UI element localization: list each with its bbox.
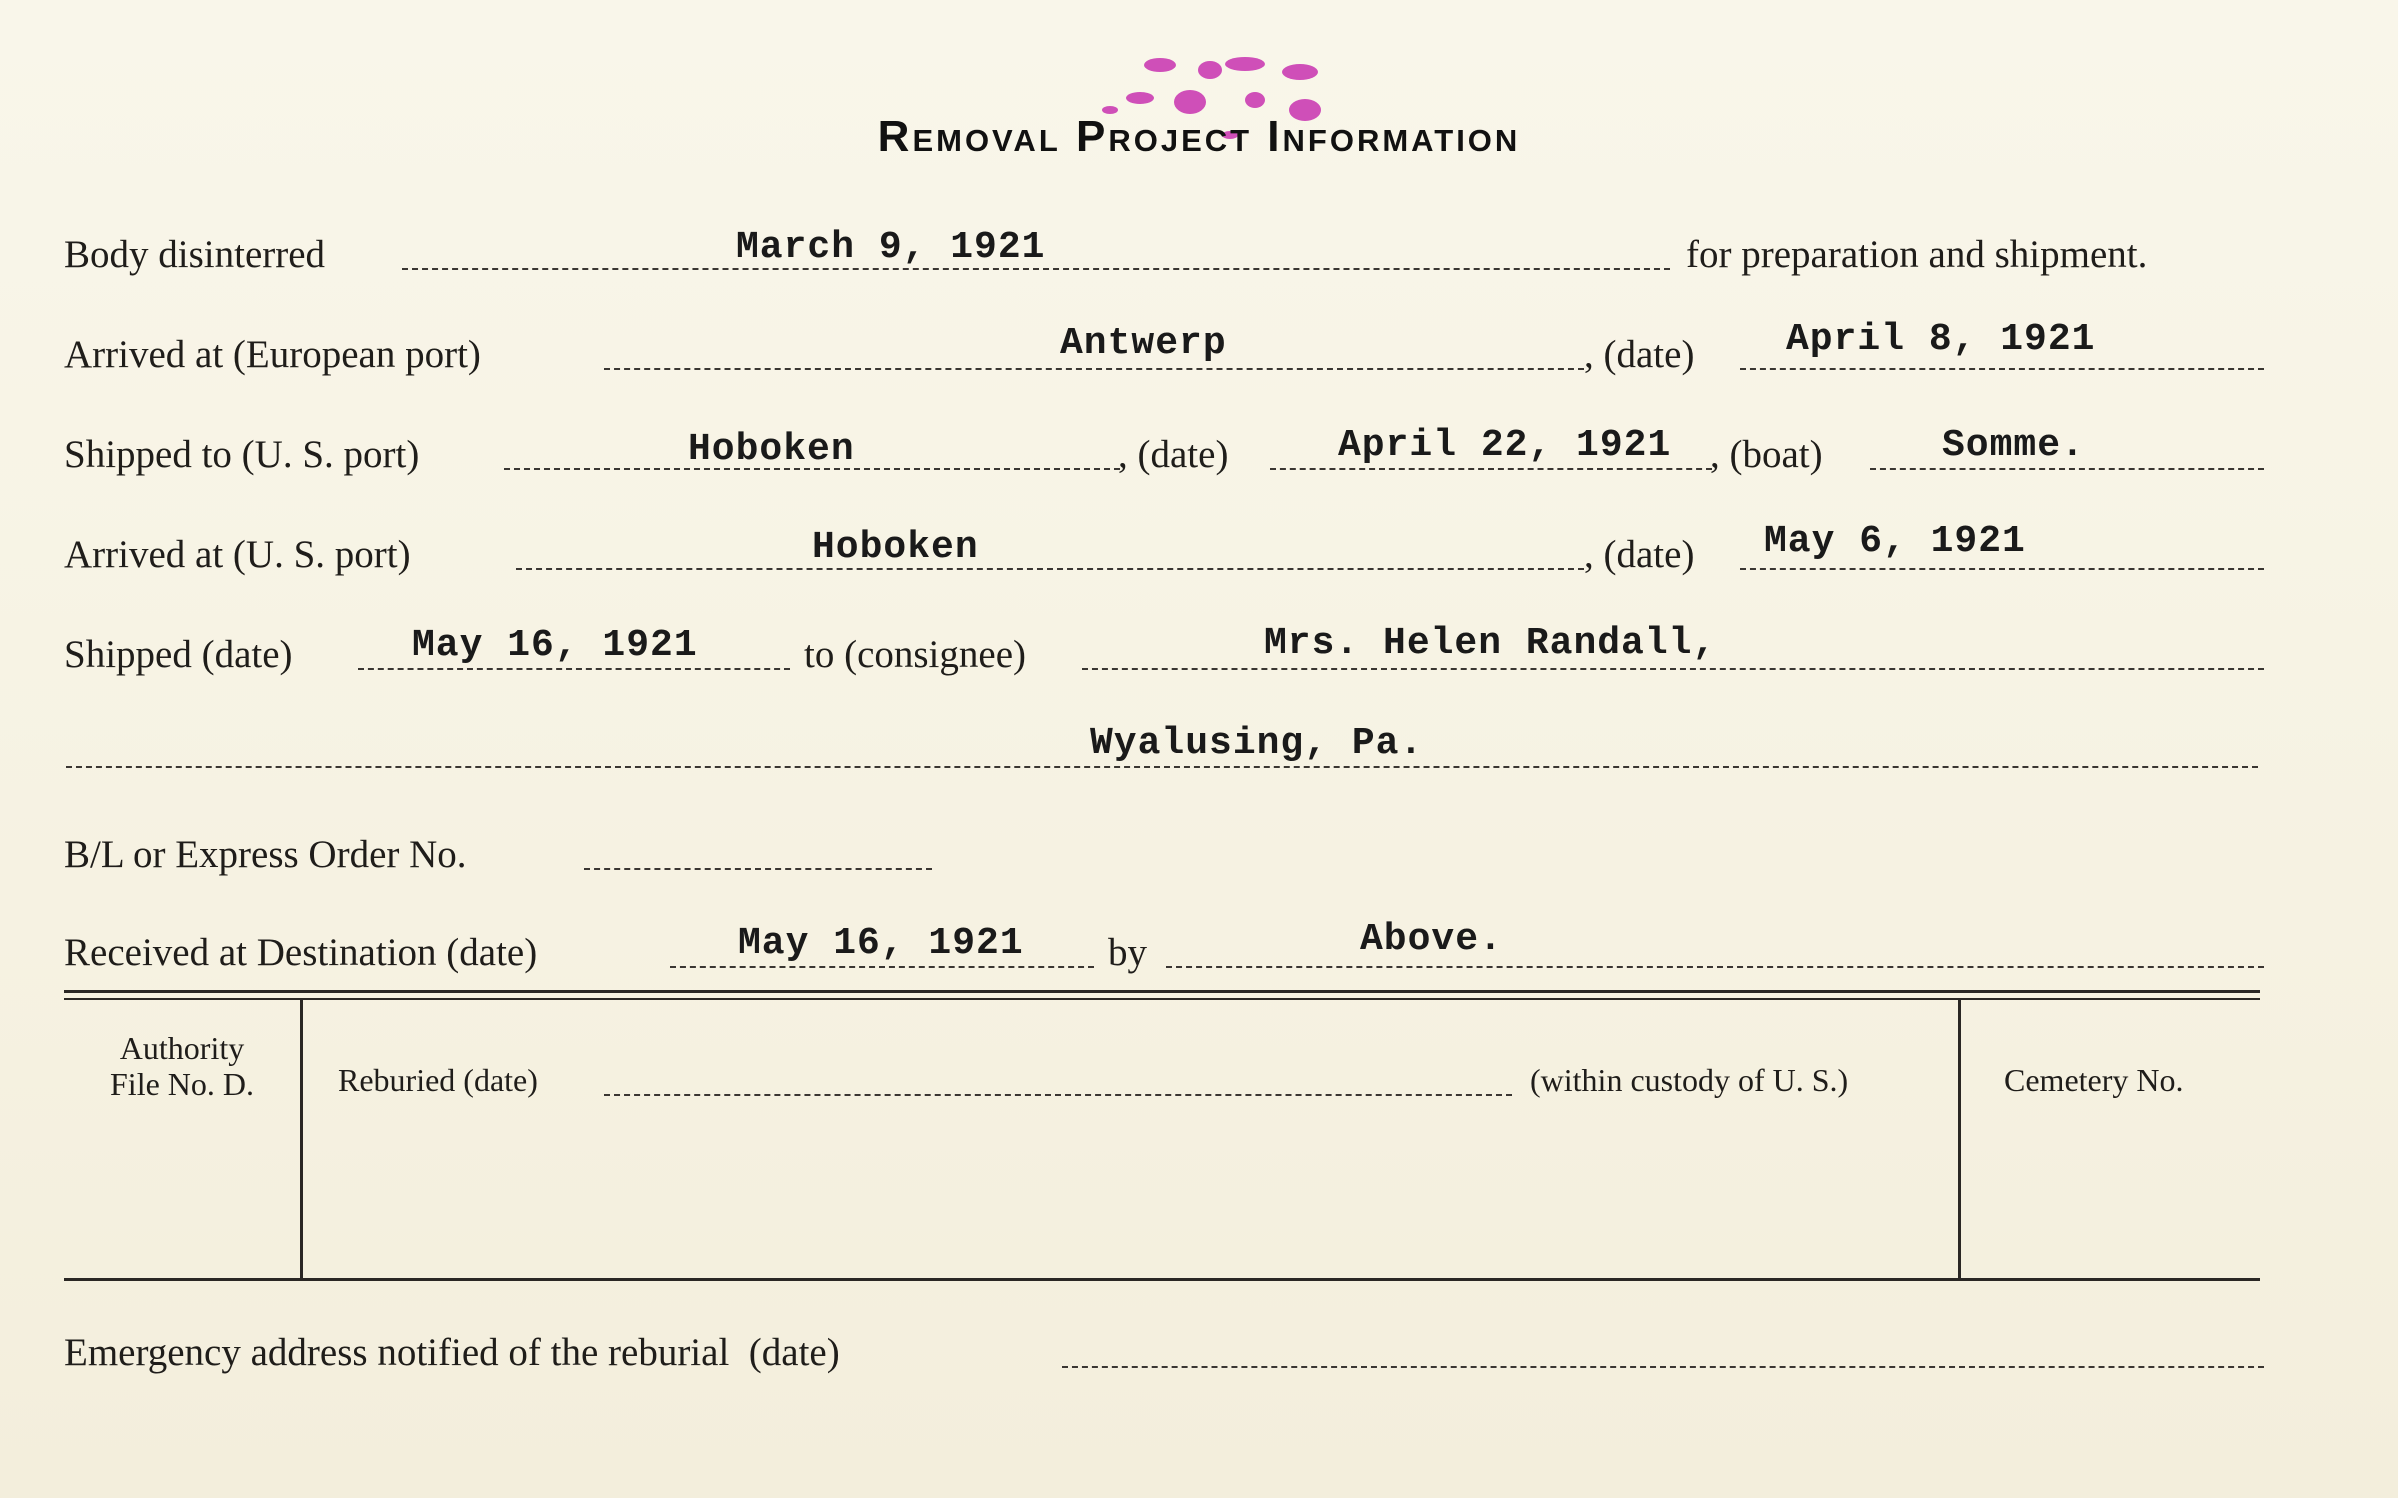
arrived-europe-label: Arrived at (European port)	[64, 333, 481, 376]
authority-file-label: Authority File No. D.	[110, 1030, 254, 1102]
bl-order-line	[584, 868, 932, 870]
table-divider-left	[300, 1000, 303, 1278]
received-by-label: by	[1108, 931, 1147, 974]
table-bottom-rule	[64, 1278, 2260, 1281]
arrived-us-date-line	[1740, 568, 2264, 570]
shipped-us-port: Hoboken	[688, 428, 855, 471]
shipped-us-boat-label: , (boat)	[1710, 433, 1823, 476]
received-date: May 16, 1921	[738, 922, 1024, 965]
emergency-line	[1062, 1366, 2264, 1368]
received-by-line	[1166, 966, 2264, 968]
arrived-us-port: Hoboken	[812, 526, 979, 569]
shipped-us-label: Shipped to (U. S. port)	[64, 433, 420, 476]
arrived-europe-line	[604, 368, 1584, 370]
body-disinterred-value: March 9, 1921	[736, 226, 1046, 269]
shipped-date-label: Shipped (date)	[64, 633, 293, 676]
shipped-us-boat: Somme.	[1942, 424, 2085, 467]
arrived-us-date: May 6, 1921	[1764, 520, 2026, 563]
reburied-line	[604, 1094, 1512, 1096]
consignee-address-value: Wyalusing, Pa.	[1090, 722, 1424, 765]
shipped-us-date-label: , (date)	[1118, 433, 1229, 476]
arrived-us-line	[516, 568, 1584, 570]
received-label: Received at Destination (date)	[64, 931, 538, 974]
emergency-label: Emergency address notified of the reburial (date)	[64, 1331, 840, 1374]
received-by-value: Above.	[1360, 918, 1503, 961]
arrived-us-label: Arrived at (U. S. port)	[64, 533, 411, 576]
table-top-rule-2	[64, 998, 2260, 1000]
body-disinterred-label: Body disinterred	[64, 233, 326, 276]
arrived-europe-date-line	[1740, 368, 2264, 370]
consignee-value: Mrs. Helen Randall,	[1264, 622, 1717, 665]
reburied-label: Reburied (date)	[338, 1062, 538, 1098]
arrived-us-date-label: , (date)	[1584, 533, 1695, 576]
consignee-label: to (consignee)	[804, 633, 1027, 676]
shipped-us-boat-line	[1870, 468, 2264, 470]
shipped-date-line	[358, 668, 790, 670]
table-top-rule	[64, 990, 2260, 993]
consignee-line	[1082, 668, 2264, 670]
shipped-us-date-line	[1270, 468, 1712, 470]
cemetery-label: Cemetery No.	[2004, 1062, 2184, 1098]
table-divider-right	[1958, 1000, 1961, 1278]
body-disinterred-suffix: for preparation and shipment.	[1686, 233, 2148, 276]
arrived-europe-date-label: , (date)	[1584, 333, 1695, 376]
custody-label: (within custody of U. S.)	[1530, 1062, 1849, 1098]
shipped-us-date: April 22, 1921	[1338, 424, 1672, 467]
arrived-europe-date: April 8, 1921	[1786, 318, 2096, 361]
bl-order-label: B/L or Express Order No.	[64, 833, 467, 876]
arrived-europe-port: Antwerp	[1060, 322, 1227, 365]
consignee-address-line	[66, 766, 2258, 768]
received-date-line	[670, 966, 1094, 968]
shipped-date-value: May 16, 1921	[412, 624, 698, 667]
page-title: Removal Project Information	[877, 112, 1521, 161]
